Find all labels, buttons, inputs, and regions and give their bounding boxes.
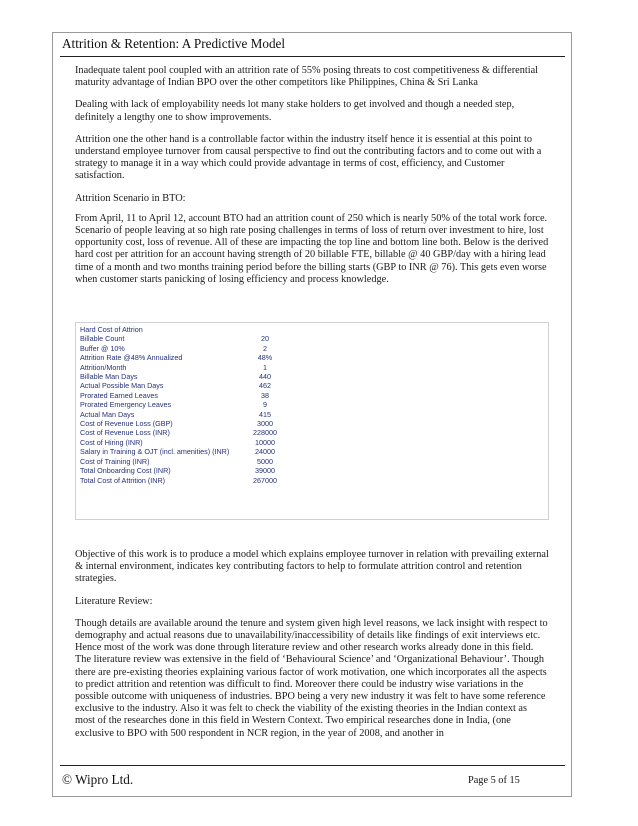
- table-row: [80, 353, 282, 362]
- section-heading-attrition-scenario: Attrition Scenario in BTO:: [75, 192, 186, 204]
- paragraph-literature-review: Though details are available around the tenure and system given high level reasons, we lack insight with respect to demography and actual reasons due to unavailability/inaccessibility of details like findings of exit interviews etc. Hence most of the work was done through literature review and other research works already done in this field. The literature review was extensive in the field of ‘Behavioural Science’ and ‘Organizational Behaviour’. Though there are pre-existing theories explaining various factor of work motivation, one which incorporates all the aspects to predict attrition and retention was difficult to find. Moreover there could be industry wise variations in the possible outcome with uniqueness of industries. BPO being a very new industry it was felt to have some reference exclusive to the industry. Also it was felt to check the viability of the existing theories in the Indian context as most of the researches done in this field in Western Context. Two empirical researches done in India, (one exclusive to BPO with 500 respondent in NCR region, in the year of 2008, and another in: [75, 617, 548, 739]
- table-row-value: 38: [261, 390, 269, 400]
- table-row-value: 24000: [255, 447, 275, 457]
- table-row: [80, 428, 282, 437]
- table-row-label: Hard Cost of Attrion: [80, 325, 143, 334]
- table-row-value: [248, 325, 282, 334]
- table-row-value: 440: [259, 372, 271, 382]
- paragraph-bto-scenario: From April, 11 to April 12, account BTO had an attrition count of 250 which is nearly 50% of the total work force. Scenario of people leaving at so high rate posing challenges in terms of loss of return over investment to hire, lost opportunity cost, loss of revenue. All of these are impacting the top line and bottom line both. Below is the derived hard cost per attrition for an account having strength of 20 billable FTE, billable @ 40 GBP/day with a hiring lead time of a month and two months training period before the billing starts (GBP to INR @ 76). This gets even worse when customer starts panicking of losing efficiency and process knowledge.: [75, 212, 549, 285]
- table-row-label: Buffer @ 10%: [80, 343, 125, 353]
- table-row: [80, 325, 282, 334]
- page-header-title: Attrition & Retention: A Predictive Model: [62, 36, 286, 51]
- page-number: Page 5 of 15: [468, 775, 520, 786]
- table-row: [80, 447, 282, 456]
- table-row-label: Total Cost of Attrition (INR): [80, 475, 166, 485]
- table-row-label: Cost of Hiring (INR): [80, 437, 143, 447]
- section-heading-literature-review: Literature Review:: [75, 595, 153, 607]
- table-row-label: Attrition Rate @48% Annualized: [80, 353, 183, 363]
- footer-divider: [60, 765, 565, 766]
- table-row-value: 228000: [253, 428, 277, 438]
- table-row-label: Billable Count: [80, 334, 125, 344]
- hard-cost-table: [80, 325, 282, 485]
- table-row-label: Cost of Training (INR): [80, 456, 150, 466]
- paragraph-employability: Dealing with lack of employability needs lot many stake holders to get involved and though a needed step, definitely a lengthy one to show improvements.: [75, 99, 515, 123]
- table-row-value: 5000: [257, 456, 273, 466]
- paragraph-attrition-controllable: Attrition one the other hand is a controllable factor within the industry itself hence it is essential at this point to understand employee turnover from causal perspective to find out the contributing factors and to come out with a strategy to manage it in a way which could provide advantage in terms of cost, efficiency, and Customer satisfaction.: [75, 133, 542, 182]
- table-row-value: 415: [259, 409, 271, 419]
- table-row-value: 462: [259, 381, 271, 391]
- table-row-value: 39000: [255, 466, 275, 476]
- table-row-value: 2: [263, 343, 267, 353]
- table-row-value: 48%: [257, 353, 273, 363]
- table-row: [80, 391, 282, 400]
- table-row: [80, 466, 282, 475]
- table-row-value: 3000: [257, 419, 273, 429]
- table-row: [80, 410, 282, 419]
- table-row: [80, 457, 282, 466]
- header-divider: [60, 56, 565, 57]
- table-row-label: Billable Man Days: [80, 372, 138, 382]
- table-row-label: Prorated Emergency Leaves: [80, 400, 172, 410]
- body-text-bottom: [75, 549, 549, 750]
- table-row-label: Actual Man Days: [80, 409, 135, 419]
- table-row: [80, 372, 282, 381]
- table-row: [80, 334, 282, 343]
- table-row-value: 10000: [255, 437, 275, 447]
- table-row-label: Salary in Training & OJT (incl. amenities) (INR): [80, 447, 230, 457]
- table-row: [80, 419, 282, 428]
- table-row-value: 9: [263, 400, 267, 410]
- paragraph-talent-pool: Inadequate talent pool coupled with an attrition rate of 55% posing threats to cost competitiveness & differential maturity advantage of Indian BPO over the other competitors like Philippines, China & Sri Lanka: [75, 65, 539, 89]
- table-row-label: Cost of Revenue Loss (GBP): [80, 419, 173, 429]
- table-row-value: 1: [263, 362, 267, 372]
- footer-copyright: © Wipro Ltd.: [62, 772, 134, 787]
- paragraph-objective: Objective of this work is to produce a model which explains employee turnover in relation with prevailing external & internal environment, indicates key contributing factors to help to formulate attrition control and retention strategies.: [75, 549, 549, 585]
- table-row: [80, 400, 282, 409]
- table-row-label: Cost of Revenue Loss (INR): [80, 428, 170, 438]
- table-row: [80, 363, 282, 372]
- table-row-label: Prorated Earned Leaves: [80, 390, 158, 400]
- table-row: [80, 381, 282, 390]
- table-row-label: Total Onboarding Cost (INR): [80, 466, 171, 476]
- table-row-label: Attrition/Month: [80, 362, 127, 372]
- table-row-label: Actual Possible Man Days: [80, 381, 164, 391]
- body-text-top: [75, 65, 549, 296]
- table-row-value: 267000: [253, 475, 277, 485]
- table-row: [80, 476, 282, 485]
- table-row: [80, 344, 282, 353]
- table-row-value: 20: [261, 334, 269, 344]
- table-row: [80, 438, 282, 447]
